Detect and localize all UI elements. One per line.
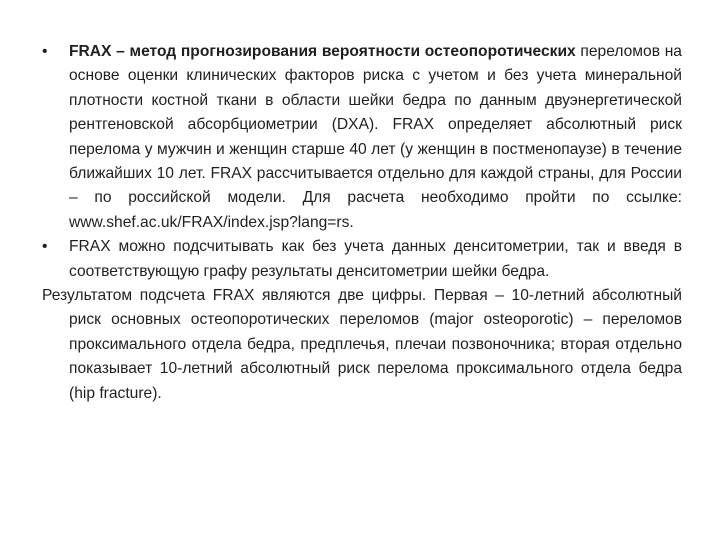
bullet-marker: • bbox=[42, 238, 48, 256]
result-paragraph: Результатом подсчета FRAX являются две цифры. Первая – 10-летний абсолютный риск основных остеопоротических переломов (major osteoporotic) – переломов проксимального отдела бедра, предплечья, плечаи позвоночника; вторая отдельно показывает 10-летний абсолютный риск перелома проксимального отдела бедра (hip fracture). bbox=[42, 287, 682, 402]
bullet-lead-bold: FRAX – метод прогнозирования вероятности остеопоротических bbox=[69, 43, 576, 60]
slide-content bbox=[42, 40, 682, 406]
bullet-item-frax-method bbox=[42, 40, 682, 235]
bullet-marker: • bbox=[42, 43, 48, 60]
bullet-text: FRAX можно подсчитывать как без учета данных денситометрии, так и введя в соответствующую графу результаты денситометрии шейки бедра. bbox=[69, 238, 682, 280]
bullet-item-frax-densitometry bbox=[42, 235, 682, 284]
bullet-text: переломов на основе оценки клинических факторов риска с учетом и без учета минеральной плотности костной ткани в области шейки бедра по данным двуэнергетической рентгеновской абсорбциометрии (DXA). FRAX определяет абсолютный риск перелома у мужчин и женщин старше 40 лет (у женщин в постменопаузе) в течение ближайших 10 лет. FRAX рассчитывается отдельно для каждой страны, для России – по российской модели. Для расчета необходимо пройти по ссылке: www.shef.ac.uk/FRAX/index.jsp?lang=rs. bbox=[69, 43, 682, 231]
